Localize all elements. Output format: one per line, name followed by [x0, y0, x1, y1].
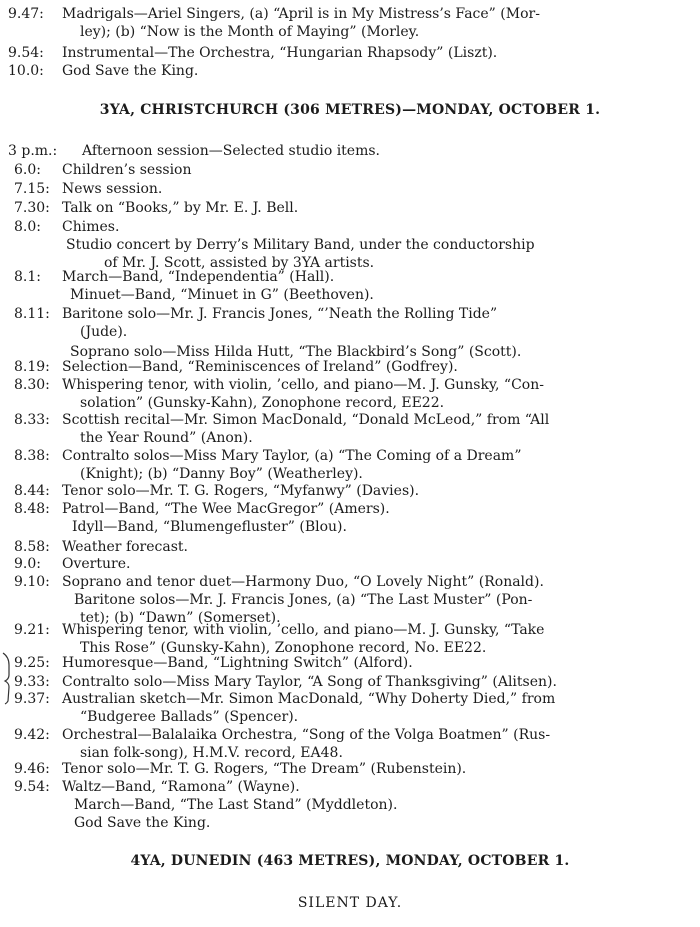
entry-line: Studio concert by Derry’s Military Band, under the conductorship [66, 237, 535, 253]
entry-line: Idyll—Band, “Blumengefluster” (Blou). [72, 519, 347, 535]
entry-line: “Budgeree Ballads” (Spencer). [80, 709, 299, 725]
entry-line: Baritone solos—Mr. J. Francis Jones, (a) “The Last Muster” (Pon- [74, 592, 533, 608]
entry-line: God Save the King. [62, 63, 199, 79]
entry-line: Minuet—Band, “Minuet in G” (Beethoven). [70, 287, 374, 303]
entry-line: Orchestral—Balalaika Orchestra, “Song of the Volga Boatmen” (Rus- [62, 727, 551, 743]
entry-time: 9.54: [14, 779, 50, 795]
entry-line: Tenor solo—Mr. T. G. Rogers, “The Dream” (Rubenstein). [62, 761, 467, 777]
entry-line: Afternoon session—Selected studio items. [82, 143, 380, 159]
entry-line: ley); (b) “Now is the Month of Maying” (Morley. [80, 24, 420, 40]
entry-line: (Jude). [80, 324, 128, 340]
entry-time: 8.44: [14, 483, 50, 499]
entry-time: 8.58: [14, 539, 50, 555]
entry-line: tet); (b) “Dawn” (Somerset). [80, 610, 281, 626]
station-heading-4ya: 4YA, DUNEDIN (463 METRES), MONDAY, OCTOBER 1. [130, 853, 570, 869]
entry-time: 8.1: [14, 269, 41, 285]
entry-line: Humoresque—Band, “Lightning Switch” (Alford). [62, 655, 413, 671]
entry-line: Baritone solo—Mr. J. Francis Jones, “’Neath the Rolling Tide” [62, 306, 498, 322]
entry-time: 7.15: [14, 181, 50, 197]
entry-line: Whispering tenor, with violin, ’cello, and piano—M. J. Gunsky, “Take [62, 622, 545, 638]
entry-line: Selection—Band, “Reminiscences of Ireland” (Godfrey). [62, 359, 458, 375]
entry-line: Weather forecast. [62, 539, 188, 555]
entry-line: Instrumental—The Orchestra, “Hungarian Rhapsody” (Liszt). [62, 45, 498, 61]
entry-time: 8.11: [14, 306, 50, 322]
station-heading-3ya: 3YA, CHRISTCHURCH (306 METRES)—MONDAY, OCTOBER 1. [99, 102, 601, 118]
entry-line: Whispering tenor, with violin, ’cello, and piano—M. J. Gunsky, “Con- [62, 377, 544, 393]
entry-line: Children’s session [62, 162, 192, 178]
entry-time: 8.38: [14, 448, 50, 464]
entry-time: 8.19: [14, 359, 50, 375]
entry-line: Contralto solos—Miss Mary Taylor, (a) “The Coming of a Dream” [62, 448, 522, 464]
entry-time: 6.0: [14, 162, 41, 178]
entry-line: sian folk-song), H.M.V. record, EA48. [80, 745, 343, 761]
margin-bracket-mark [1, 651, 11, 705]
entry-line: March—Band, “The Last Stand” (Myddleton). [74, 797, 398, 813]
entry-time: 7.30: [14, 200, 50, 216]
entry-time: 3 p.m.: [8, 143, 58, 159]
entry-line: solation” (Gunsky-Kahn), Zonophone record, EE22. [80, 395, 445, 411]
entry-time: 8.30: [14, 377, 50, 393]
entry-line: News session. [62, 181, 163, 197]
entry-line: Madrigals—Ariel Singers, (a) “April is in My Mistress’s Face” (Mor- [62, 6, 540, 22]
entry-time: 8.48: [14, 501, 50, 517]
entry-time: 9.54: [8, 45, 44, 61]
entry-line: Soprano solo—Miss Hilda Hutt, “The Blackbird’s Song” (Scott). [70, 344, 522, 360]
entry-line: This Rose” (Gunsky-Kahn), Zonophone record, No. EE22. [80, 640, 487, 656]
entry-time: 8.0: [14, 219, 41, 235]
entry-time: 9.42: [14, 727, 50, 743]
entry-time: 9.21: [14, 622, 50, 638]
entry-time: 9.10: [14, 574, 50, 590]
entry-time: 10.0: [8, 63, 44, 79]
entry-line: God Save the King. [74, 815, 211, 831]
entry-line: (Knight); (b) “Danny Boy” (Weatherley). [80, 466, 363, 482]
entry-line: Talk on “Books,” by Mr. E. J. Bell. [62, 200, 299, 216]
entry-time: 8.33: [14, 412, 50, 428]
entry-line: Overture. [62, 556, 131, 572]
silent-day-note: SILENT DAY. [297, 895, 403, 911]
entry-line: Scottish recital—Mr. Simon MacDonald, “Donald McLeod,” from “All [62, 412, 550, 428]
entry-time: 9.33: [14, 674, 50, 690]
entry-time: 9.0: [14, 556, 41, 572]
entry-line: the Year Round” (Anon). [80, 430, 253, 446]
entry-line: Soprano and tenor duet—Harmony Duo, “O Lovely Night” (Ronald). [62, 574, 544, 590]
entry-line: of Mr. J. Scott, assisted by 3YA artists. [104, 255, 375, 271]
entry-line: Patrol—Band, “The Wee MacGregor” (Amers). [62, 501, 390, 517]
entry-line: Australian sketch—Mr. Simon MacDonald, “Why Doherty Died,” from [62, 691, 556, 707]
entry-line: Tenor solo—Mr. T. G. Rogers, “Myfanwy” (Davies). [62, 483, 420, 499]
entry-time: 9.47: [8, 6, 44, 22]
entry-time: 9.37: [14, 691, 50, 707]
entry-line: Chimes. [62, 219, 120, 235]
entry-time: 9.25: [14, 655, 50, 671]
entry-line: March—Band, “Independentia” (Hall). [62, 269, 335, 285]
entry-line: Contralto solo—Miss Mary Taylor, “A Song of Thanksgiving” (Alitsen). [62, 674, 557, 690]
entry-time: 9.46: [14, 761, 50, 777]
entry-line: Waltz—Band, “Ramona” (Wayne). [62, 779, 300, 795]
